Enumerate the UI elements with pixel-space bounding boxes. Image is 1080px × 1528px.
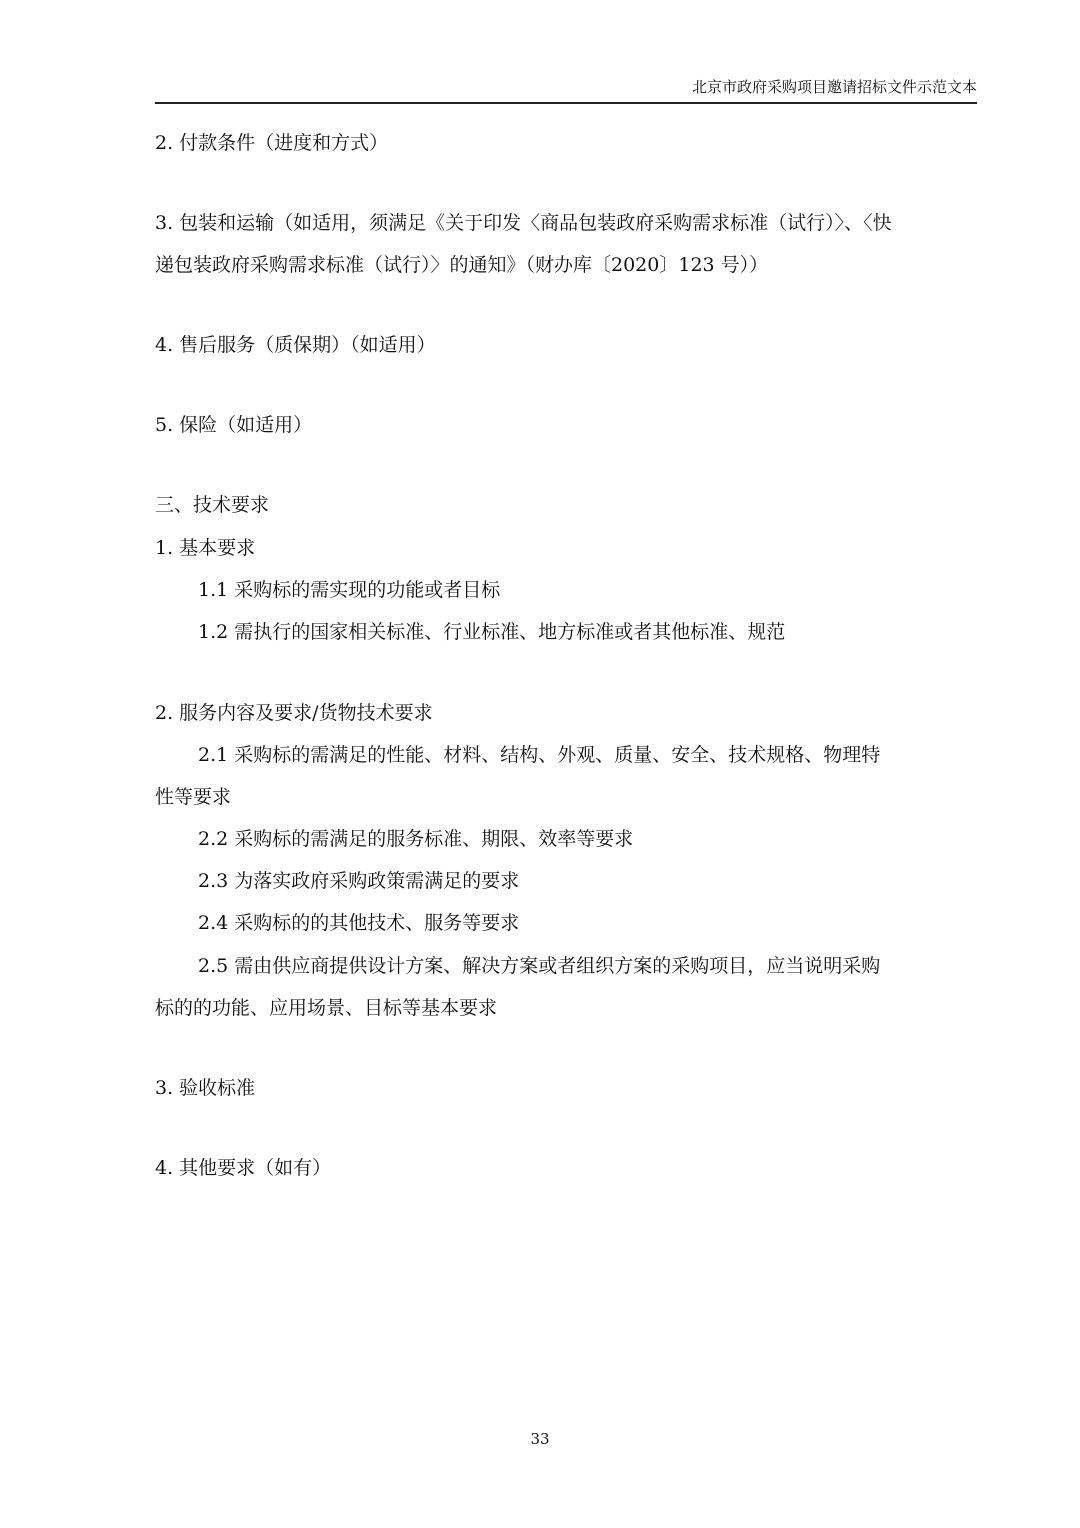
page-number: 33 [530,1430,550,1448]
page-header [155,76,977,104]
after-sales-heading: 4. 售后服务（质保期）（如适用） [155,334,436,356]
item-1-2: 1.2 需执行的国家相关标准、行业标准、地方标准或者其他标准、规范 [198,621,786,643]
insurance-heading: 5. 保险（如适用） [155,414,313,436]
basic-requirements-heading: 1. 基本要求 [155,537,256,559]
payment-terms-heading: 2. 付款条件（进度和方式） [155,132,389,154]
item-2-1-line1: 2.1 采购标的需满足的性能、材料、结构、外观、质量、安全、技术规格、物理特 [198,744,881,766]
section-title-technical: 三、技术要求 [155,494,270,516]
header-title: 北京市政府采购项目邀请招标文件示范文本 [691,78,977,96]
service-content-heading: 2. 服务内容及要求/货物技术要求 [155,702,433,724]
item-2-3: 2.3 为落实政府采购政策需满足的要求 [198,870,520,892]
item-1-1: 1.1 采购标的需实现的功能或者目标 [198,579,501,601]
item-2-5-line2: 标的的功能、应用场景、目标等基本要求 [155,997,498,1019]
item-2-4: 2.4 采购标的的其他技术、服务等要求 [198,912,520,934]
other-requirements-heading: 4. 其他要求（如有） [155,1157,332,1179]
item-2-2: 2.2 采购标的需满足的服务标准、期限、效率等要求 [198,828,634,850]
acceptance-heading: 3. 验收标准 [155,1077,256,1099]
packaging-heading-line1: 3. 包装和运输（如适用，须满足《关于印发〈商品包装政府采购需求标准（试行）〉、〈快 [155,212,892,234]
packaging-heading-line2: 递包装政府采购需求标准（试行）〉的通知》（财办库〔2020〕123 号）） [155,254,769,276]
item-2-5-line1: 2.5 需由供应商提供设计方案、解决方案或者组织方案的采购项目，应当说明采购 [198,955,881,977]
item-2-1-line2: 性等要求 [155,786,232,808]
